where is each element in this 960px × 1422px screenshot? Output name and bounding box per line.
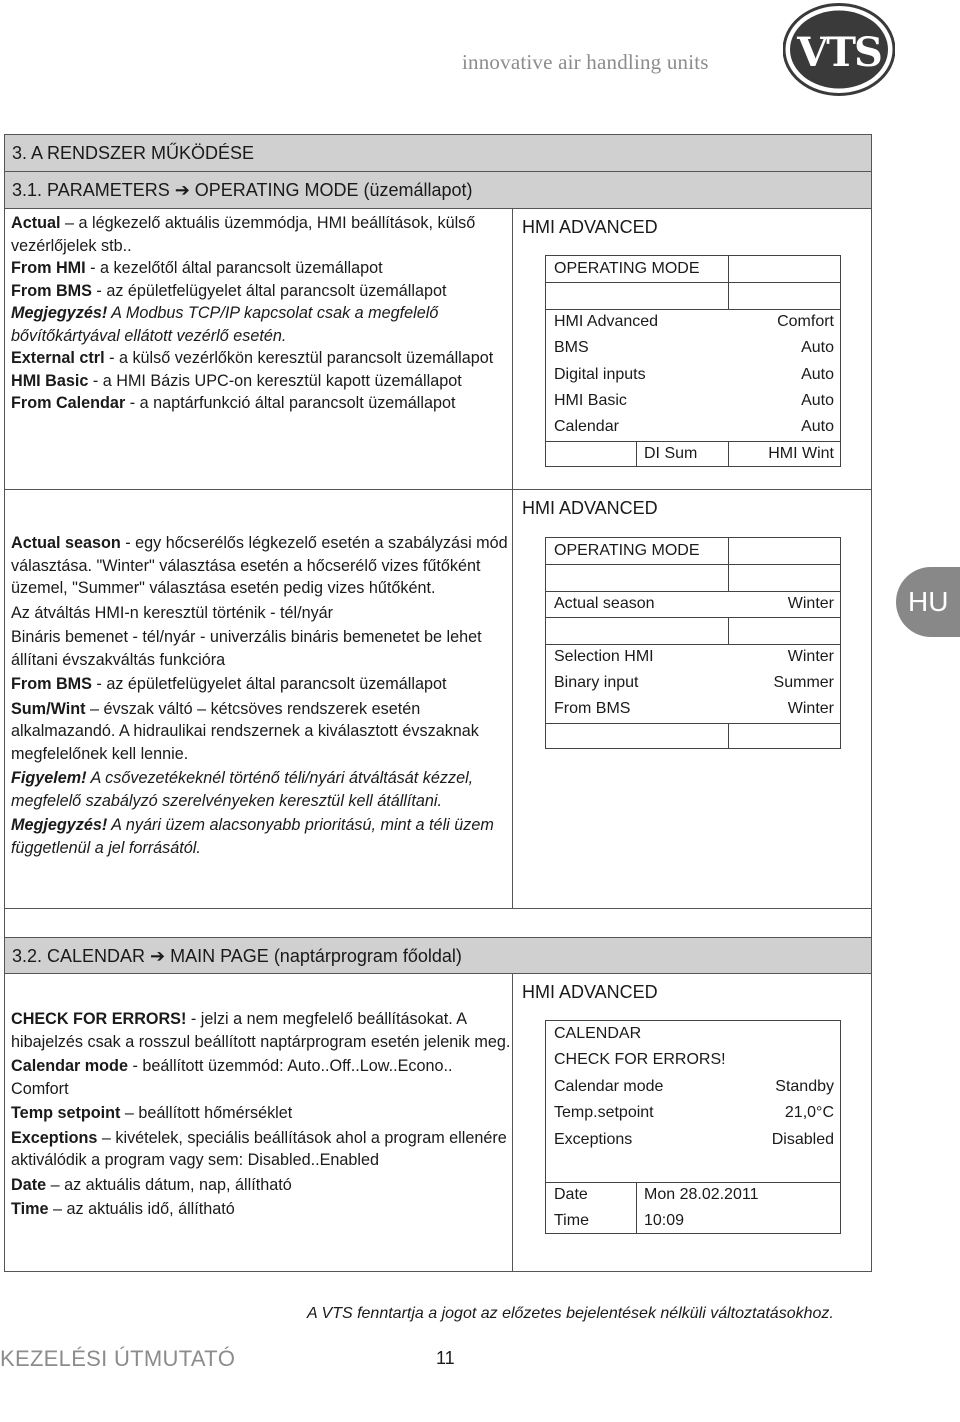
column-divider	[512, 489, 513, 908]
check-errors-label: CHECK FOR ERRORS!	[554, 1051, 726, 1068]
text-actual-season: - egy hőcserélős légkezelő esetén a szabályzási mód választása. "Winter" választása esetén a hőcserélő vizes fűtőként üzemel, "Summer" választása esetén pedig vizes hűtőként.	[11, 534, 508, 597]
footer-note: A VTS fenntartja a jogot az előzetes bejelentések nélküli változtatásokhoz.	[307, 1305, 834, 1322]
term-hmi-basic: HMI Basic	[11, 371, 89, 390]
panel-row: BMS Auto	[554, 339, 834, 356]
text-warning: A csővezetékeknél történő téli/nyári átváltását kézzel, megfelelő szabályzó szerelvényeken keresztül kell átállítani.	[11, 769, 474, 810]
text-note: A nyári üzem alacsonyabb prioritású, mint a téli üzem függetlenül a jel forrásától.	[11, 816, 494, 857]
text-sum-wint: – évszak váltó – kétcsöves rendszerek esetén alkalmazandó. A hidraulikai rendszernek a kiválasztott évszaknak megfelelőnek kell lennie.	[11, 699, 479, 763]
section-title: 3. A RENDSZER MŰKÖDÉSE	[5, 135, 871, 171]
panel-row: HMI Advanced Comfort	[554, 313, 834, 330]
subsection-title: 3.1. PARAMETERS ➔ OPERATING MODE (üzemállapot)	[5, 172, 871, 208]
text-date: – az aktuális dátum, nap, állítható	[46, 1175, 292, 1194]
term-note: Megjegyzés!	[11, 816, 108, 834]
term-actual-season: Actual season	[11, 534, 121, 552]
panel-row: HMI Basic Auto	[554, 392, 834, 409]
text-external-ctrl: - a külső vezérlőkön keresztül parancsolt üzemállapot	[104, 349, 494, 367]
term-check-errors: CHECK FOR ERRORS!	[11, 1010, 187, 1028]
text-from-bms: - az épületfelügyelet által parancsolt üzemállapot	[91, 675, 447, 693]
term-exceptions: Exceptions	[11, 1128, 98, 1147]
divider	[5, 489, 871, 490]
panel-row: Selection HMI Winter	[554, 648, 834, 665]
text-switch: Az átváltás HMI-n keresztül történik - tél/nyár	[11, 603, 334, 622]
panel-row: Exceptions Disabled	[554, 1131, 834, 1148]
panel-row: Digital inputs Auto	[554, 366, 834, 383]
operating-mode-description	[11, 212, 511, 415]
text-temp-setpoint: – beállított hőmérséklet	[120, 1104, 293, 1122]
subsection-title: 3.2. CALENDAR ➔ MAIN PAGE (naptárprogram főoldal)	[5, 937, 871, 973]
panel-title: HMI ADVANCED	[522, 982, 658, 1002]
manual-title: KEZELÉSI ÚTMUTATÓ	[0, 1346, 236, 1371]
time-row: Time 10:09	[554, 1212, 685, 1229]
text-calendar-mode: - beállított üzemmód: Auto..Off..Low..Econo.. Comfort	[11, 1057, 453, 1098]
language-tab: HU	[896, 567, 960, 637]
vts-logo	[783, 3, 895, 96]
panel-header: OPERATING MODE	[554, 260, 700, 277]
calendar-panel	[545, 1020, 841, 1234]
text-time: – az aktuális idő, állítható	[48, 1200, 235, 1218]
text-check-errors: - jelzi a nem megfelelő beállításokat. A hibajelzés csak a rosszul beállított naptárprogram esetén jelenik meg.	[11, 1010, 511, 1051]
calendar-description	[11, 1008, 511, 1221]
panel-row: From BMS Winter	[554, 700, 834, 717]
date-row: Date Mon 28.02.2011	[554, 1186, 759, 1203]
term-sum-wint: Sum/Wint	[11, 699, 86, 718]
text-from-hmi: - a kezelőtől által parancsolt üzemállapot	[85, 259, 383, 277]
panel-row: Calendar mode Standby	[554, 1078, 834, 1095]
text-note: A Modbus TCP/IP kapcsolat csak a megfelelő bővítőkártyával ellátott vezérlő esetén.	[11, 304, 439, 345]
page-number: 11	[436, 1348, 455, 1368]
divider	[5, 973, 871, 974]
actual-season-description	[11, 532, 511, 859]
season-panel	[545, 537, 841, 749]
panel-title: HMI ADVANCED	[522, 498, 658, 518]
term-temp-setpoint: Temp setpoint	[11, 1104, 121, 1122]
term-warning: Figyelem!	[11, 769, 87, 787]
panel-row: DI Sum HMI Wint	[644, 445, 834, 462]
panel-title: HMI ADVANCED	[522, 217, 658, 237]
text-from-bms: - az épületfelügyelet által parancsolt üzemállapot	[91, 281, 447, 300]
text-actual: – a légkezelő aktuális üzemmódja, HMI beállítások, külső vezérlőjelek stb..	[11, 214, 476, 255]
panel-row: Actual season Winter	[554, 595, 834, 612]
column-divider	[512, 208, 513, 489]
term-actual: Actual	[11, 214, 61, 232]
tagline: innovative air handling units	[462, 50, 709, 74]
logo-text: VTS	[797, 29, 881, 76]
operating-mode-panel	[545, 255, 841, 467]
term-calendar-mode: Calendar mode	[11, 1057, 128, 1075]
text-binary: Bináris bemenet - tél/nyár - univerzális bináris bemenetet be lehet állítani évszakváltás funkcióra	[11, 628, 482, 669]
text-hmi-basic: - a HMI Bázis UPC-on keresztül kapott üzemállapot	[88, 371, 462, 390]
column-divider	[512, 973, 513, 1272]
text-exceptions: – kivételek, speciális beállítások ahol a program ellenére aktiválódik a program vagy sem: Disabled..Enabled	[11, 1128, 507, 1169]
term-date: Date	[11, 1175, 47, 1194]
term-note: Megjegyzés!	[11, 304, 108, 322]
divider	[5, 208, 871, 209]
term-from-calendar: From Calendar	[11, 394, 126, 412]
term-from-bms: From BMS	[11, 281, 92, 300]
term-from-hmi: From HMI	[11, 259, 86, 277]
panel-row: Binary input Summer	[554, 674, 834, 691]
panel-row: Temp.setpoint 21,0°C	[554, 1104, 834, 1121]
panel-row: Calendar Auto	[554, 418, 834, 435]
term-external-ctrl: External ctrl	[11, 349, 105, 367]
panel-header: CALENDAR	[554, 1025, 642, 1042]
divider	[5, 908, 871, 909]
term-time: Time	[11, 1200, 49, 1218]
term-from-bms: From BMS	[11, 675, 92, 693]
panel-header: OPERATING MODE	[554, 542, 700, 559]
text-from-calendar: - a naptárfunkció által parancsolt üzemállapot	[125, 394, 456, 412]
